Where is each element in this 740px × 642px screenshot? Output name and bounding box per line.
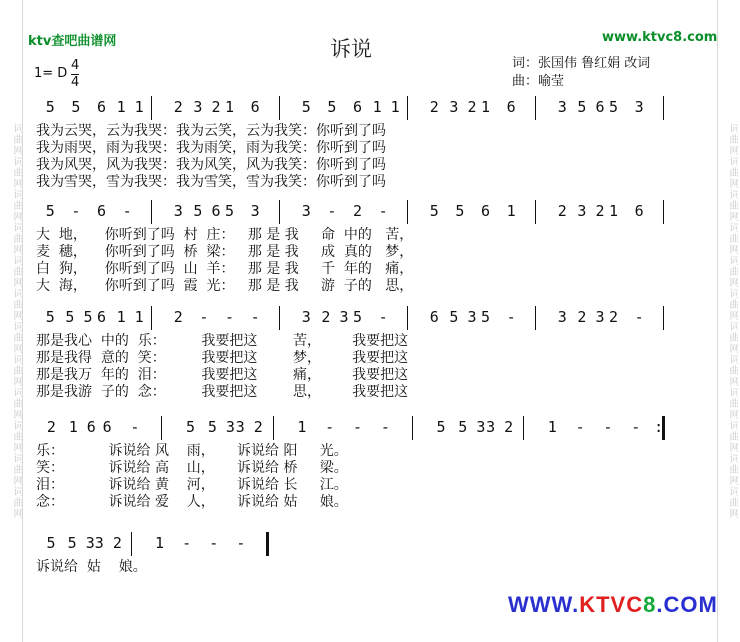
barline [523, 416, 524, 440]
footer-com: .COM [656, 592, 718, 617]
barline [151, 200, 152, 224]
note: 5 3 [458, 418, 486, 436]
note: 3 2 [486, 418, 514, 436]
note: 3 2 [577, 202, 605, 220]
note: 3 [301, 202, 311, 220]
note: 1 [506, 202, 516, 220]
note: - [380, 418, 390, 436]
barline [407, 96, 408, 120]
left-watermark: 词曲网词曲网词曲网词曲网词曲网词曲网词曲网词曲网词曲网词曲网词曲网词曲网 [11, 123, 22, 519]
note: 6 [481, 202, 491, 220]
footer-site-logo [508, 592, 718, 618]
note: 6 [102, 418, 112, 436]
note: 5 6 [193, 202, 221, 220]
note: 5 [71, 98, 81, 116]
note: - [199, 308, 209, 326]
note: - [353, 418, 363, 436]
note: 3 2 [235, 418, 263, 436]
note: 5 [436, 418, 446, 436]
notes-row [0, 412, 740, 442]
note: - [634, 308, 644, 326]
note: - [378, 202, 388, 220]
barline [151, 96, 152, 120]
note: 3 [301, 308, 311, 326]
repeat-sign: : [654, 418, 664, 436]
note: 3 [173, 202, 183, 220]
note: 5 3 [449, 308, 477, 326]
notes-row [0, 92, 740, 122]
barline [663, 96, 664, 120]
note: 6 [353, 98, 363, 116]
lyric-verse-2: 麦 穗， 你听到了吗 桥 梁： 那 是 我 成 真的 梦， [36, 244, 414, 260]
barline [407, 306, 408, 330]
lyric-verse-4: 我为雪哭，雪为我哭：我为雪笑，雪为我笑：你听到了吗 [36, 174, 386, 190]
lyric-verse-2: 那是我得 意的 笑： 我要把这 梦， 我要把这 [36, 350, 409, 366]
note: - [122, 202, 132, 220]
lyric-verse-3: 白 狗， 你听到了吗 山 羊： 那 是 我 千 年的 痛， [36, 261, 414, 277]
lyric-verse-4: 念： 诉说给 爱 人， 诉说给 姑 娘。 [36, 494, 348, 510]
footer-ktv: KTVC [579, 592, 644, 617]
note: - [575, 418, 585, 436]
barline [131, 532, 132, 556]
note: 5 3 [207, 418, 235, 436]
note: 3 2 [94, 534, 122, 552]
note: 6 [250, 98, 260, 116]
barline [279, 306, 280, 330]
note: - [71, 202, 81, 220]
note: 5 [327, 98, 337, 116]
notes-row [0, 528, 740, 558]
note: 3 [557, 308, 567, 326]
barline [279, 96, 280, 120]
note: 6 [429, 308, 439, 326]
right-watermark: 词曲网词曲网词曲网词曲网词曲网词曲网词曲网词曲网词曲网词曲网词曲网词曲网 [727, 123, 738, 519]
note: 2 3 [577, 308, 605, 326]
note: 1 1 [372, 98, 400, 116]
lyric-verse-1: 乐： 诉说给 风 雨， 诉说给 阳 光。 [36, 443, 348, 459]
lyric-verse-4: 大 海， 你听到了吗 霞 光： 那 是 我 游 子的 思， [36, 278, 414, 294]
note: 6 [97, 98, 107, 116]
note: 5 [46, 534, 56, 552]
note: - [378, 308, 388, 326]
barline [412, 416, 413, 440]
barline [161, 416, 162, 440]
note: 1 6 [68, 418, 96, 436]
note: - [325, 418, 335, 436]
footer-www: WWW. [508, 592, 580, 617]
song-title: 诉说 [330, 37, 372, 61]
note: 3 [634, 98, 644, 116]
note: - [250, 308, 260, 326]
barline [663, 200, 664, 224]
note: 6 [97, 202, 107, 220]
note: 3 2 [193, 98, 221, 116]
time-signature-bottom: 4 [71, 75, 80, 90]
note: 2 3 [321, 308, 349, 326]
lyric-verse-1: 我为云哭，云为我哭：我为云笑，云为我笑：你听到了吗 [36, 123, 386, 139]
note: 5 [609, 98, 619, 116]
note: 2 [173, 98, 183, 116]
note: - [130, 418, 140, 436]
note: 1 [547, 418, 557, 436]
note: 1 1 [116, 308, 144, 326]
barline [273, 416, 274, 440]
barline [151, 306, 152, 330]
note: - [182, 534, 192, 552]
barline [279, 200, 280, 224]
barline [535, 306, 536, 330]
note: 2 [46, 418, 56, 436]
note: 6 [634, 202, 644, 220]
note: 5 6 [577, 98, 605, 116]
lyric-verse-2: 笑： 诉说给 高 山， 诉说给 桥 梁。 [36, 460, 348, 476]
note: - [236, 534, 246, 552]
lyric-verse-1: 诉说给 姑 娘。 [36, 559, 147, 575]
note: 2 [353, 202, 363, 220]
note: - [506, 308, 516, 326]
note: 1 [297, 418, 307, 436]
note: 5 [186, 418, 196, 436]
barline [266, 532, 269, 556]
lyric-verse-3: 我为风哭，风为我哭：我为风笑，风为我笑：你听到了吗 [36, 157, 386, 173]
note: 5 5 [65, 308, 93, 326]
note: 2 [609, 308, 619, 326]
note: 3 [557, 98, 567, 116]
notes-row [0, 196, 740, 226]
note: 6 [506, 98, 516, 116]
note: 2 [173, 308, 183, 326]
note: 1 [481, 98, 491, 116]
composer-credit: 曲：喻莹 [512, 74, 565, 89]
lyric-verse-1: 大 地， 你听到了吗 村 庄： 那 是 我 命 中的 苦， [36, 227, 414, 243]
note: - [327, 202, 337, 220]
note: 3 2 [449, 98, 477, 116]
note: 5 [301, 98, 311, 116]
note: 3 [250, 202, 260, 220]
time-signature-top: 4 [71, 58, 80, 73]
lyric-verse-1: 那是我心 中的 乐： 我要把这 苦， 我要把这 [36, 333, 409, 349]
note: 5 [353, 308, 363, 326]
barline [663, 306, 664, 330]
footer-eight: 8 [643, 592, 657, 617]
lyric-verse-3: 泪： 诉说给 黄 河， 诉说给 长 江。 [36, 477, 348, 493]
barline [535, 200, 536, 224]
lyric-verse-4: 那是我游 子的 念： 我要把这 思， 我要把这 [36, 384, 409, 400]
note: - [209, 534, 219, 552]
note: - [225, 308, 235, 326]
note: 1 [155, 534, 165, 552]
note: - [631, 418, 641, 436]
site-url: www.ktvc8.com [602, 30, 718, 45]
barline [407, 200, 408, 224]
note: 5 [45, 202, 55, 220]
barline [535, 96, 536, 120]
note: 5 3 [67, 534, 95, 552]
note: 5 [481, 308, 491, 326]
note: 5 [455, 202, 465, 220]
note: 5 [225, 202, 235, 220]
notes-row [0, 302, 740, 332]
site-name: ktv查吧曲谱网 [28, 34, 117, 49]
note: - [603, 418, 613, 436]
note: 1 [609, 202, 619, 220]
lyric-verse-2: 我为雨哭，雨为我哭：我为雨笑，雨为我笑：你听到了吗 [36, 140, 386, 156]
note: 5 [45, 308, 55, 326]
note: 5 [429, 202, 439, 220]
key-signature: 1= D [34, 66, 68, 81]
note: 2 [557, 202, 567, 220]
note: 6 [97, 308, 107, 326]
note: 2 [429, 98, 439, 116]
time-signature [71, 58, 79, 91]
note: 5 [45, 98, 55, 116]
lyric-verse-3: 那是我万 年的 泪： 我要把这 痛， 我要把这 [36, 367, 409, 383]
note: 1 [225, 98, 235, 116]
lyricist-credit: 词：张国伟 鲁红娟 改词 [512, 56, 651, 71]
note: 1 1 [116, 98, 144, 116]
